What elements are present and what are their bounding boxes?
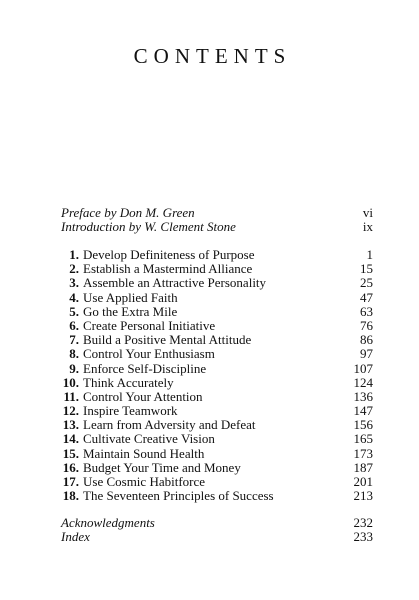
toc-entry-introduction[interactable] <box>61 220 373 234</box>
chapter-page-number: 76 <box>360 317 373 333</box>
chapter-page-number: 1 <box>366 247 373 262</box>
chapter-title: Think Accurately <box>83 374 174 390</box>
chapter-page-number: 147 <box>353 403 373 419</box>
chapter-page-number: 165 <box>353 431 373 447</box>
toc-entry-title-group <box>61 319 215 333</box>
chapter-page-number: 173 <box>353 445 373 461</box>
toc-entry-preface[interactable] <box>61 206 373 220</box>
toc-entry-chapter[interactable] <box>61 291 373 305</box>
toc-entry-label: Index <box>61 529 90 545</box>
chapter-title: Budget Your Time and Money <box>83 459 241 475</box>
front-matter-list <box>61 206 373 234</box>
chapter-number: 15. <box>62 445 79 461</box>
chapter-page-number: 107 <box>353 360 373 376</box>
back-matter-list <box>61 516 373 544</box>
chapter-page-number: 86 <box>360 332 373 348</box>
chapter-number: 14. <box>62 431 79 447</box>
chapter-title: Maintain Sound Health <box>83 445 205 461</box>
chapter-page-number: 25 <box>360 275 373 291</box>
chapter-number: 9. <box>69 360 79 376</box>
toc-entry-title-group <box>61 291 178 305</box>
chapter-number: 1. <box>69 247 79 262</box>
toc-entry-chapter[interactable] <box>61 475 373 489</box>
toc-entry-chapter[interactable] <box>61 432 373 446</box>
toc-entry-title-group <box>61 305 177 319</box>
chapter-number: 10. <box>62 374 79 390</box>
toc-entry-acknowledgments[interactable] <box>61 516 373 530</box>
chapter-title: Go the Extra Mile <box>83 303 178 319</box>
chapter-number: 4. <box>69 289 79 305</box>
toc-entry-page: 233 <box>353 529 373 545</box>
chapter-number: 5. <box>69 303 79 319</box>
chapter-number: 7. <box>69 332 79 348</box>
chapter-page-number: 187 <box>353 459 373 475</box>
toc-entry-label: Acknowledgments <box>61 515 155 530</box>
toc-entry-title-group <box>61 248 255 262</box>
toc-entry-title-group <box>61 461 241 475</box>
chapter-title: Learn from Adversity and Defeat <box>83 417 256 433</box>
toc-entry-chapter[interactable] <box>61 347 373 361</box>
toc-entry-chapter[interactable] <box>61 461 373 475</box>
chapter-page-number: 213 <box>353 488 373 504</box>
chapter-number: 8. <box>69 346 79 362</box>
toc-entry-title-group <box>61 347 215 361</box>
chapter-page-number: 136 <box>353 388 373 404</box>
chapter-title: Control Your Enthusiasm <box>83 346 215 362</box>
chapter-title: Control Your Attention <box>83 388 203 404</box>
chapter-number: 6. <box>69 317 79 333</box>
toc-entry-title-group <box>61 333 251 347</box>
chapter-title: Enforce Self-Discipline <box>83 360 207 376</box>
chapter-title: Cultivate Creative Vision <box>83 431 215 447</box>
page-title: CONTENTS <box>133 44 292 68</box>
toc-entry-title-group <box>61 475 205 489</box>
toc-entry-chapter[interactable] <box>61 489 373 503</box>
chapter-number: 12. <box>62 403 79 419</box>
chapter-page-number: 47 <box>360 289 373 305</box>
toc-entry-index[interactable] <box>61 530 373 544</box>
toc-entry-title-group <box>61 376 174 390</box>
toc-entry-chapter[interactable] <box>61 376 373 390</box>
chapter-number: 17. <box>62 474 79 489</box>
toc-entry-page: vi <box>362 205 373 220</box>
toc-entry-chapter[interactable] <box>61 362 373 376</box>
toc-entry-label: Preface by Don M. Green <box>61 205 195 220</box>
toc-entry-chapter[interactable] <box>61 248 373 262</box>
toc-entry-label: Introduction by W. Clement Stone <box>61 219 236 235</box>
chapter-number: 3. <box>69 275 79 291</box>
toc-entry-title-group <box>61 390 203 404</box>
toc-entry-page: 232 <box>353 515 373 530</box>
chapter-title: Assemble an Attractive Personality <box>83 275 267 291</box>
chapter-title: Inspire Teamwork <box>83 403 178 419</box>
toc-entry-title-group <box>61 418 256 432</box>
toc-entry-chapter[interactable] <box>61 447 373 461</box>
chapter-number: 2. <box>69 261 79 277</box>
chapter-title: Use Applied Faith <box>83 289 178 305</box>
toc-entry-title-group <box>61 404 178 418</box>
chapter-number: 11. <box>63 388 79 404</box>
chapter-page-number: 156 <box>353 417 373 433</box>
chapter-number: 13. <box>62 417 79 433</box>
toc-entry-title-group <box>61 262 252 276</box>
chapter-title: The Seventeen Principles of Success <box>83 488 274 504</box>
chapter-page-number: 63 <box>360 303 373 319</box>
chapter-title: Use Cosmic Habitforce <box>83 474 206 489</box>
toc-entry-title-group <box>61 447 204 461</box>
toc-entry-title-group <box>61 489 274 503</box>
chapter-number: 18. <box>62 488 79 504</box>
toc-entry-chapter[interactable] <box>61 276 373 290</box>
toc-entry-chapter[interactable] <box>61 319 373 333</box>
toc-entry-chapter[interactable] <box>61 418 373 432</box>
chapter-page-number: 124 <box>353 374 373 390</box>
toc-entry-chapter[interactable] <box>61 305 373 319</box>
toc-entry-chapter[interactable] <box>61 390 373 404</box>
chapter-title: Establish a Mastermind Alliance <box>83 261 253 277</box>
toc-entry-title-group <box>61 276 266 290</box>
chapter-page-number: 97 <box>360 346 373 362</box>
chapter-page-number: 201 <box>353 474 373 489</box>
toc-entry-title-group <box>61 362 206 376</box>
chapter-title: Build a Positive Mental Attitude <box>83 332 252 348</box>
toc-entry-chapter[interactable] <box>61 262 373 276</box>
chapter-page-number: 15 <box>360 261 373 277</box>
toc-entry-page: ix <box>362 219 373 235</box>
chapter-title: Develop Definiteness of Purpose <box>83 247 255 262</box>
chapter-list <box>61 248 373 503</box>
toc-entry-chapter[interactable] <box>61 404 373 418</box>
toc-entry-chapter[interactable] <box>61 333 373 347</box>
toc-entry-title-group <box>61 432 215 446</box>
chapter-number: 16. <box>62 459 79 475</box>
chapter-title: Create Personal Initiative <box>83 317 216 333</box>
